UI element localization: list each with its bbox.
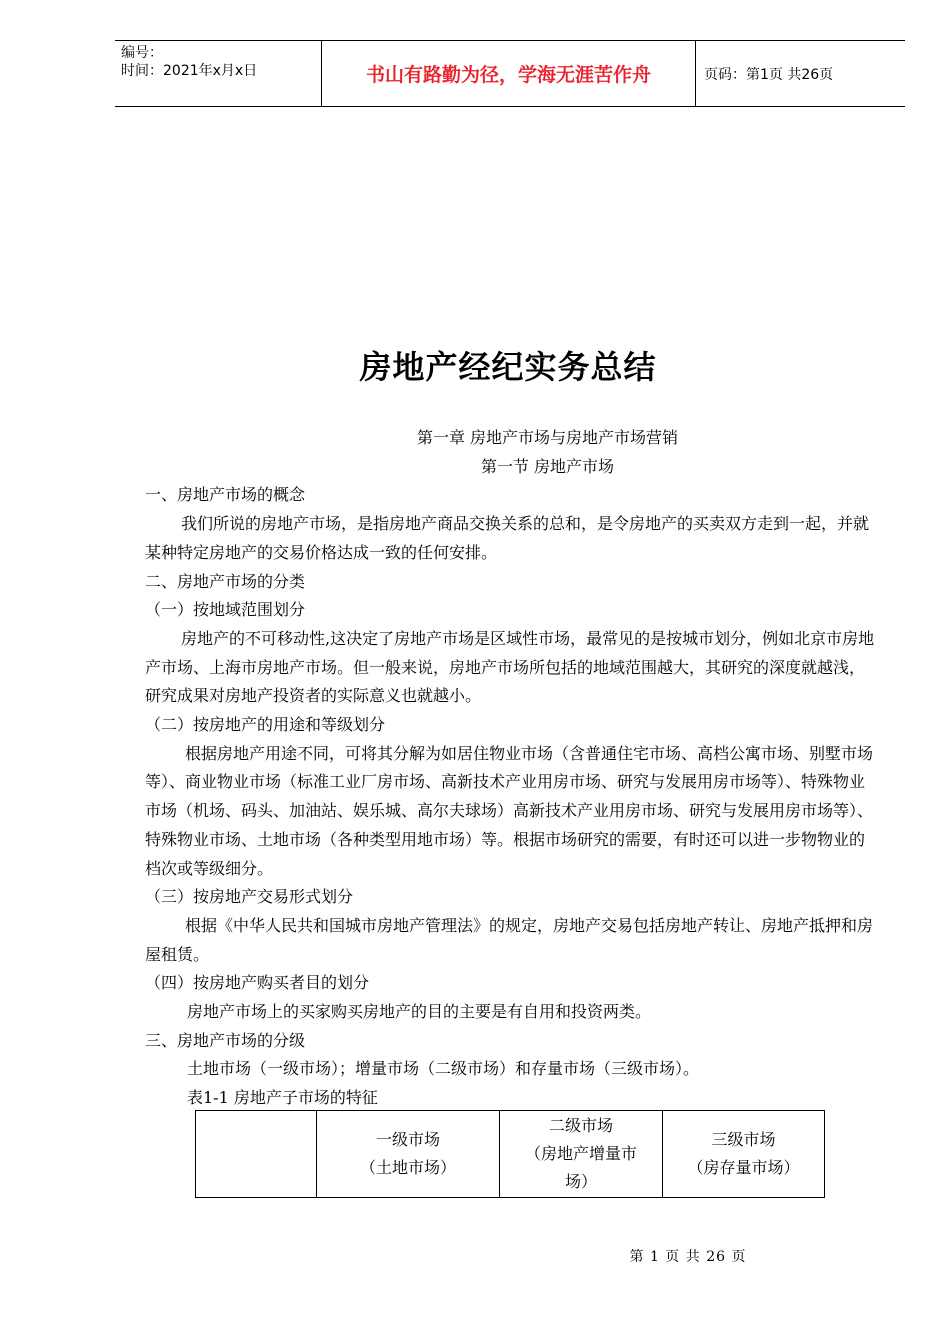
motto-text: 书山有路勤为径，学海无涯苦作舟 xyxy=(365,64,651,86)
document-title: 房地产经纪实务总结 xyxy=(359,348,657,386)
section-heading: 第一节 房地产市场 xyxy=(480,456,615,476)
table-cell-empty xyxy=(196,1111,317,1198)
paragraph-2: 房地产的不可移动性,这决定了房地产市场是区域性市场，最常见的是按城市划分，例如北京市房地产市场、上海市房地产市场。但一般来说，房地产市场所包括的地域范围越大，其研究的深度就越浅，研究成果对房地产投资者的实际意义也就越小。 xyxy=(145,628,875,706)
secondary-market-sublabel-2: 场） xyxy=(564,1172,597,1191)
serial-label: 编号： xyxy=(121,45,163,61)
subheading-2-2: （二）按房地产的用途和等级划分 xyxy=(145,715,386,735)
subheading-2-1: （一）按地域范围划分 xyxy=(145,600,306,620)
document-body xyxy=(145,424,880,1113)
tertiary-market-sublabel: （房存量市场） xyxy=(687,1158,800,1177)
time-label: 时间：2021年x月x日 xyxy=(121,63,258,79)
header-table xyxy=(115,40,905,107)
submarket-table xyxy=(195,1110,825,1198)
tertiary-market-label: 三级市场 xyxy=(711,1130,776,1149)
heading-1: 一、房地产市场的概念 xyxy=(145,485,306,505)
header-page-cell xyxy=(696,41,906,107)
chapter-heading: 第一章 房地产市场与房地产市场营销 xyxy=(416,428,679,447)
paragraph-5: 房地产市场上的买家购买房地产的目的主要是有自用和投资两类。 xyxy=(187,1002,652,1022)
paragraph-4: 根据《中华人民共和国城市房地产管理法》的规定，房地产交易包括房地产转让、房地产抵押和房屋租赁。 xyxy=(145,915,874,964)
secondary-market-label: 二级市场 xyxy=(548,1116,613,1135)
subheading-2-3: （三）按房地产交易形式划分 xyxy=(145,887,354,907)
table-caption: 表1-1 房地产子市场的特征 xyxy=(187,1088,378,1108)
table-cell-tertiary-market xyxy=(663,1111,825,1198)
header-meta-cell xyxy=(115,41,322,107)
heading-3: 三、房地产市场的分级 xyxy=(145,1030,306,1050)
paragraph-1: 我们所说的房地产市场，是指房地产商品交换关系的总和，是令房地产的买卖双方走到一起，并就某种特定房地产的交易价格达成一致的任何安排。 xyxy=(145,514,870,562)
primary-market-sublabel: （土地市场） xyxy=(359,1158,456,1177)
page-label: 页码：第1页 共26页 xyxy=(704,66,834,83)
header-motto-cell xyxy=(322,41,696,107)
heading-2: 二、房地产市场的分类 xyxy=(145,571,306,591)
table-row xyxy=(196,1111,825,1198)
secondary-market-sublabel: （房地产增量市 xyxy=(524,1144,637,1163)
paragraph-3: 根据房地产用途不同，可将其分解为如居住物业市场（含普通住宅市场、高档公寓市场、别墅市场等）、商业物业市场（标准工业厂房市场、高新技术产业用房市场、研究与发展用房市场等）、特殊物业市场（机场、码头、加油站、娱乐城、高尔夫球场）高新技术产业用房市场、研究与发展用房市场等）、特殊物业市场、土地市场（各种类型用地市场）等。根据市场研究的需要，有时还可以进一步物物业的档次或等级细分。 xyxy=(145,743,874,878)
paragraph-6: 土地市场（一级市场）；增量市场（二级市场）和存量市场（三级市场）。 xyxy=(187,1059,700,1079)
primary-market-label: 一级市场 xyxy=(375,1130,440,1149)
table-cell-secondary-market xyxy=(500,1111,663,1198)
subheading-2-4: （四）按房地产购买者目的划分 xyxy=(145,973,370,993)
page-footer: 第 1 页 共 26 页 xyxy=(629,1249,747,1265)
table-cell-primary-market xyxy=(317,1111,500,1198)
